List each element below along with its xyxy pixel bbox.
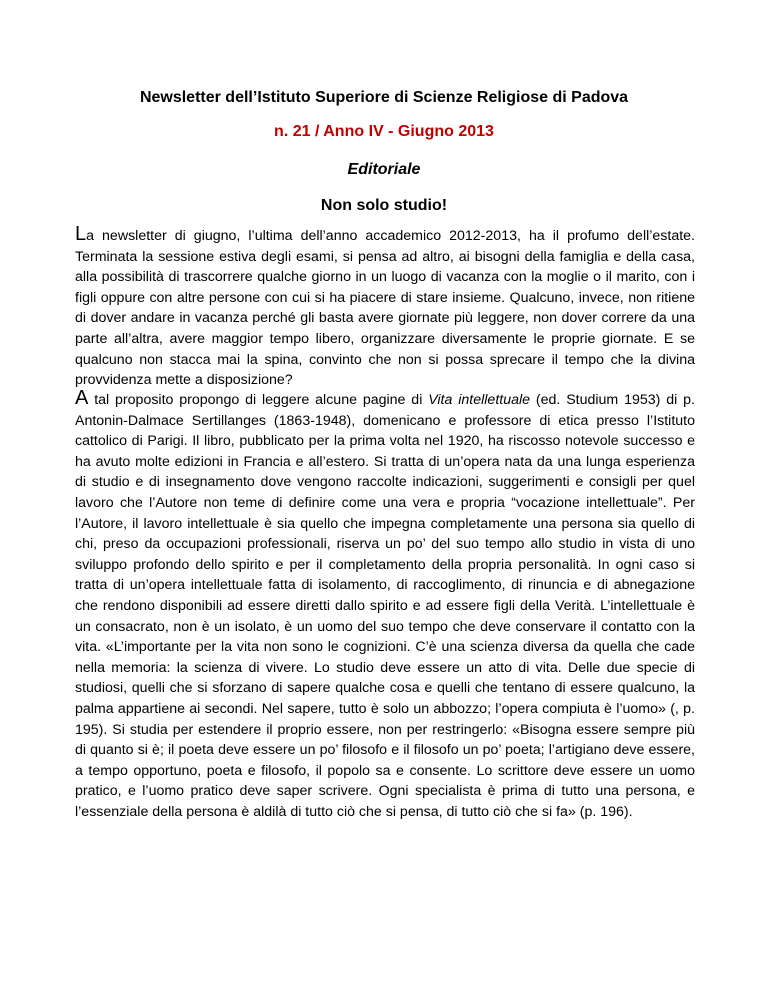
- section-label: Editoriale: [347, 161, 421, 178]
- paragraph-2-text-before: tal proposito propongo di leggere alcune pagine di: [88, 392, 429, 408]
- paragraph-2-text-after: (ed. Studium 1953) di p. Antonin-Dalmace Sertillanges (1863-1948), domenicano e professore di etica presso l’Istituto cattolico di Parigi. Il libro, pubblicato per la prima volta nel 1920, ha riscosso notevole successo e ha avuto molte edizioni in Francia e all’estero. Si tratta di un’opera nata da una lunga esperienza di studio e di insegnamento dove vengono raccolte indicazioni, suggerimenti e consigli per quel lavoro che l’Autore non teme di definire come una vera e propria “vocazione intellettuale”. Per l’Autore, il lavoro intellettuale è sia quello che impegna completamente una persona sia quello di chi, preso da occupazioni professionali, riserva un po’ del suo tempo allo studio in vista di uno sviluppo profondo dello spirito e per il completamento della propria personalità. In ogni caso si tratta di un’opera intellettuale fatta di isolamento, di raccoglimento, di rinuncia e di abnegazione che rendono disponibili ad essere diretti dallo spirito e ad essere figli della Verità. L’intellettuale è un consacrato, non è un isolato, è un uomo del suo tempo che deve conservare il contatto con la vita. «L’importante per la vita non sono le cognizioni. C’è una scienza diversa da quella che cade nella memoria: la scienza di vivere. Lo studio deve essere un atto di vita. Delle due specie di studiosi, quelli che si sforzano di sapere qualche cosa e quelli che tentano di essere qualcuno, la palma appartiene ai secondi. Nel sapere, tutto è solo un abbozzo; l’opera compiuta è l’uomo» (, p. 195). Si studia per estendere il proprio essere, non per restringerlo: «Bisogna essere sempre più di quanto si è; il poeta deve essere un po’ filosofo e il filosofo un po’ poeta; l’artigiano deve essere, a tempo opportuno, poeta e filosofo, il popolo sa e consente. Lo scrittore deve essere un uomo pratico, e l’uomo pratico deve saper scrivere. Ogni specialista è prima di tutto una persona, e l’essenziale della persona è aldilà di tutto ciò che si pensa, di tutto ciò che si fa» (p. 196).: [75, 392, 695, 820]
- paragraph-1-text: a newsletter di giugno, l’ultima dell’anno accademico 2012-2013, ha il profumo dell’estate. Terminata la sessione estiva degli esami, si pensa ad altro, ai bisogni della famiglia e della casa, alla possibilità di trascorrere qualche giorno in un luogo di vacanza con la moglie o il marito, con i figli oppure con altre persone con cui si ha piacere di stare insieme. Qualcuno, invece, non ritiene di dover andare in vacanza perché gli basta avere giornate più leggere, non dover correre da una parte all’altra, avere maggior tempo libero, organizzare diversamente le proprie giornate. E se qualcuno non stacca mai la spina, convinto che non si possa sprecare il tempo che la divina provvidenza mette a disposizione?: [75, 228, 695, 389]
- issue-line: n. 21 / Anno IV - Giugno 2013: [274, 123, 494, 140]
- article-title: Non solo studio!: [320, 197, 448, 214]
- newsletter-title: Newsletter dell’Istituto Superiore di Scienze Religiose di Padova: [139, 89, 629, 106]
- paragraph-1-initial: L: [75, 223, 87, 245]
- paragraph-1: [75, 224, 695, 391]
- paragraph-2-initial: A: [75, 387, 89, 409]
- paragraph-2: [75, 388, 695, 822]
- book-title: Vita intellettuale: [428, 392, 531, 408]
